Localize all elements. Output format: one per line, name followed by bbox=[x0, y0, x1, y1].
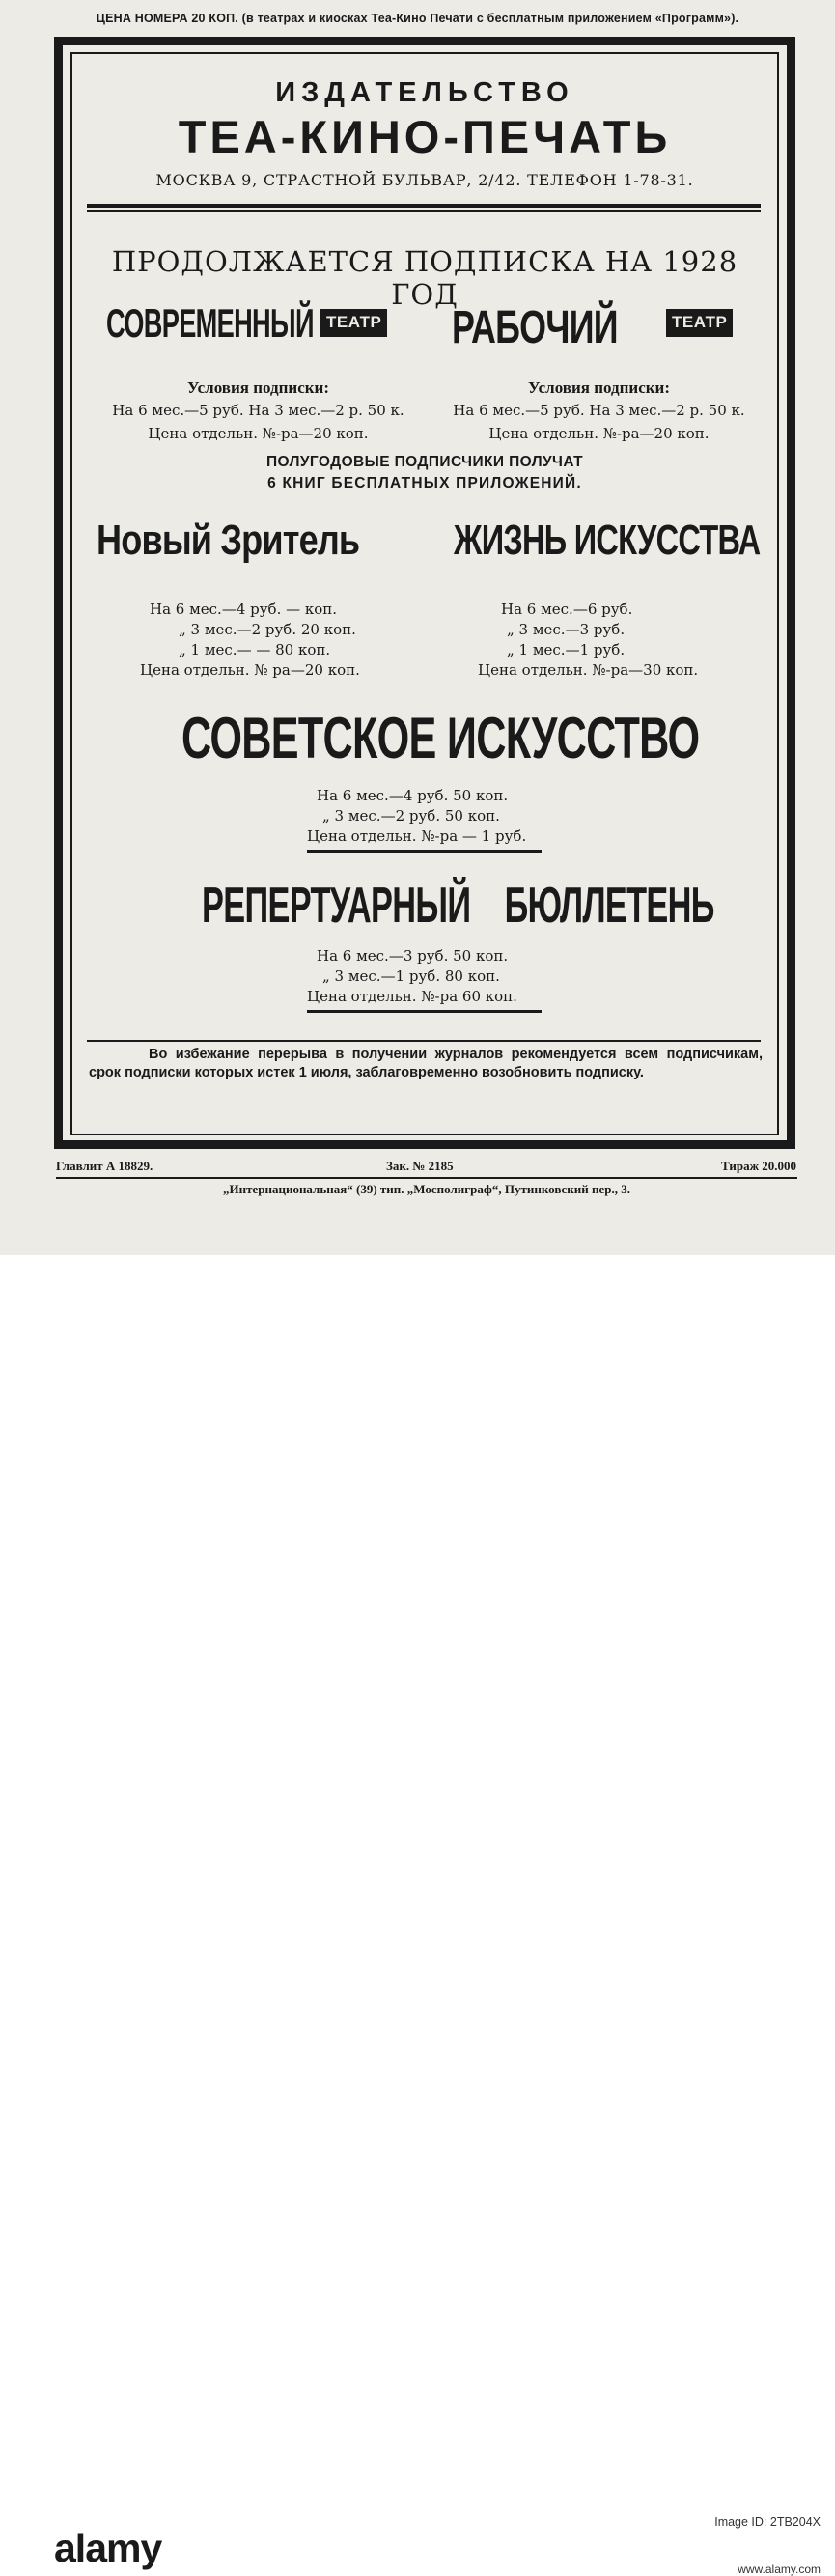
mag-repertuarny-underline bbox=[307, 1010, 542, 1013]
promo-block bbox=[77, 452, 772, 494]
mag-novy-zritel-line: „ 1 мес.— — 80 коп. bbox=[179, 641, 331, 658]
subscription-headline: ПРОДОЛЖАЕТСЯ ПОДПИСКА НА 1928 ГОД bbox=[111, 245, 738, 311]
poster-page bbox=[0, 0, 835, 1255]
mag-sovetskoe-iskusstvo bbox=[87, 705, 763, 859]
mag-novy-zritel-line: На 6 мес.—4 руб. — коп. bbox=[150, 601, 338, 618]
mag-rabochy-title: РАБОЧИЙ bbox=[452, 300, 618, 353]
mag-repertuarny-bulleten bbox=[87, 877, 763, 1022]
mag-sovremenny-price: На 6 мес.—5 руб. На 3 мес.—2 р. 50 к. bbox=[112, 402, 404, 419]
mag-rabochy-teatr bbox=[437, 301, 761, 446]
mag-rabochy-cond-title: Условия подписки: bbox=[527, 378, 670, 397]
mag-sovetskoe-prices bbox=[307, 786, 558, 847]
mag-repertuarny-line: Цена отдельн. №-ра 60 коп. bbox=[307, 988, 517, 1005]
image-id: Image ID: 2TB204X bbox=[714, 2515, 821, 2529]
header-rule-thick bbox=[87, 204, 761, 208]
mag-novy-zritel-title: Новый Зритель bbox=[97, 517, 360, 564]
mag-zhizn-prices bbox=[478, 600, 758, 681]
mag-repertuarny-prices bbox=[307, 946, 558, 1007]
mag-novy-zritel-line: Цена отдельн. № ра—20 коп. bbox=[140, 661, 360, 679]
publisher-address: МОСКВА 9, СТРАСТНОЙ БУЛЬВАР, 2/42. ТЕЛЕФОН 1-78-31. bbox=[155, 171, 694, 189]
mag-sovetskoe-title: СОВЕТСКОЕ ИСКУССТВО bbox=[181, 706, 700, 770]
alamy-logo: alamy bbox=[54, 2526, 162, 2570]
footer-printer: „Интернациональная“ (39) тип. „Мосполиграф“, Путинковский пер., 3. bbox=[222, 1182, 630, 1196]
watermark-strip bbox=[0, 1255, 835, 2576]
mag-sovremenny-cond-title: Условия подписки: bbox=[186, 378, 329, 397]
renewal-notice: Во избежание перерыва в получении журналов рекомендуется всем подписчикам, срок подписки которых истек 1 июля, заблаговременно возобновить подписку. bbox=[89, 1047, 763, 1080]
mag-rabochy-price: На 6 мес.—5 руб. На 3 мес.—2 р. 50 к. bbox=[453, 402, 745, 419]
mag-zhizn-iskusstva bbox=[449, 517, 761, 681]
mag-repertuarny-title: РЕПЕРТУАРНЫЙ БЮЛЛЕТЕНЬ bbox=[201, 878, 714, 934]
promo-line-1: ПОЛУГОДОВЫЕ ПОДПИСЧИКИ ПОЛУЧАТ bbox=[265, 454, 584, 470]
mag-zhizn-line: „ 1 мес.—1 руб. bbox=[507, 641, 626, 658]
notice-rule bbox=[87, 1040, 761, 1042]
footer-order: Зак. № 2185 bbox=[386, 1159, 454, 1173]
mag-sovremenny-badge: ТЕАТР bbox=[320, 309, 387, 337]
publisher-label: ИЗДАТЕЛЬСТВО bbox=[275, 77, 574, 108]
promo-line-2: 6 КНИГ БЕСПЛАТНЫХ ПРИЛОЖЕНИЙ. bbox=[267, 475, 582, 491]
mag-zhizn-line: Цена отдельн. №-ра—30 коп. bbox=[478, 661, 699, 679]
mag-sovetskoe-line: „ 3 мес.—2 руб. 50 коп. bbox=[322, 807, 500, 825]
mag-sovremenny-single: Цена отдельн. №-ра—20 коп. bbox=[148, 425, 369, 442]
mag-novy-zritel-line: „ 3 мес.—2 руб. 20 коп. bbox=[179, 621, 356, 638]
mag-rabochy-badge: ТЕАТР bbox=[666, 309, 733, 337]
mag-sovremenny-teatr bbox=[97, 301, 420, 446]
publisher-name: ТЕА-КИНО-ПЕЧАТЬ bbox=[178, 111, 672, 162]
mag-zhizn-line: На 6 мес.—6 руб. bbox=[501, 601, 633, 618]
mag-sovetskoe-underline bbox=[307, 850, 542, 853]
mag-sovetskoe-line: На 6 мес.—4 руб. 50 коп. bbox=[317, 787, 509, 804]
footer-print-run: Тираж 20.000 bbox=[721, 1159, 796, 1173]
watermark-url: www.alamy.com bbox=[738, 2562, 821, 2576]
header-rule-thin bbox=[87, 210, 761, 212]
mag-novy-zritel bbox=[92, 517, 425, 681]
footer-glavlit: Главлит А 18829. bbox=[56, 1159, 153, 1173]
mag-novy-zritel-prices bbox=[140, 600, 420, 681]
mag-rabochy-single: Цена отдельн. №-ра—20 коп. bbox=[488, 425, 710, 442]
mag-sovremenny-title: СОВРЕМЕННЫЙ bbox=[106, 301, 314, 347]
mag-zhizn-title: ЖИЗНЬ ИСКУССТВА bbox=[454, 517, 761, 564]
price-notice: ЦЕНА НОМЕРА 20 КОП. (в театрах и киосках Теа-Кино Печати с бесплатным приложением «Программ»). bbox=[96, 12, 739, 25]
mag-zhizn-line: „ 3 мес.—3 руб. bbox=[507, 621, 626, 638]
footer-rule bbox=[56, 1177, 797, 1179]
mag-repertuarny-line: На 6 мес.—3 руб. 50 коп. bbox=[317, 947, 509, 965]
mag-sovetskoe-line: Цена отдельн. №-ра — 1 руб. bbox=[307, 827, 527, 845]
mag-repertuarny-line: „ 3 мес.—1 руб. 80 коп. bbox=[322, 967, 500, 985]
